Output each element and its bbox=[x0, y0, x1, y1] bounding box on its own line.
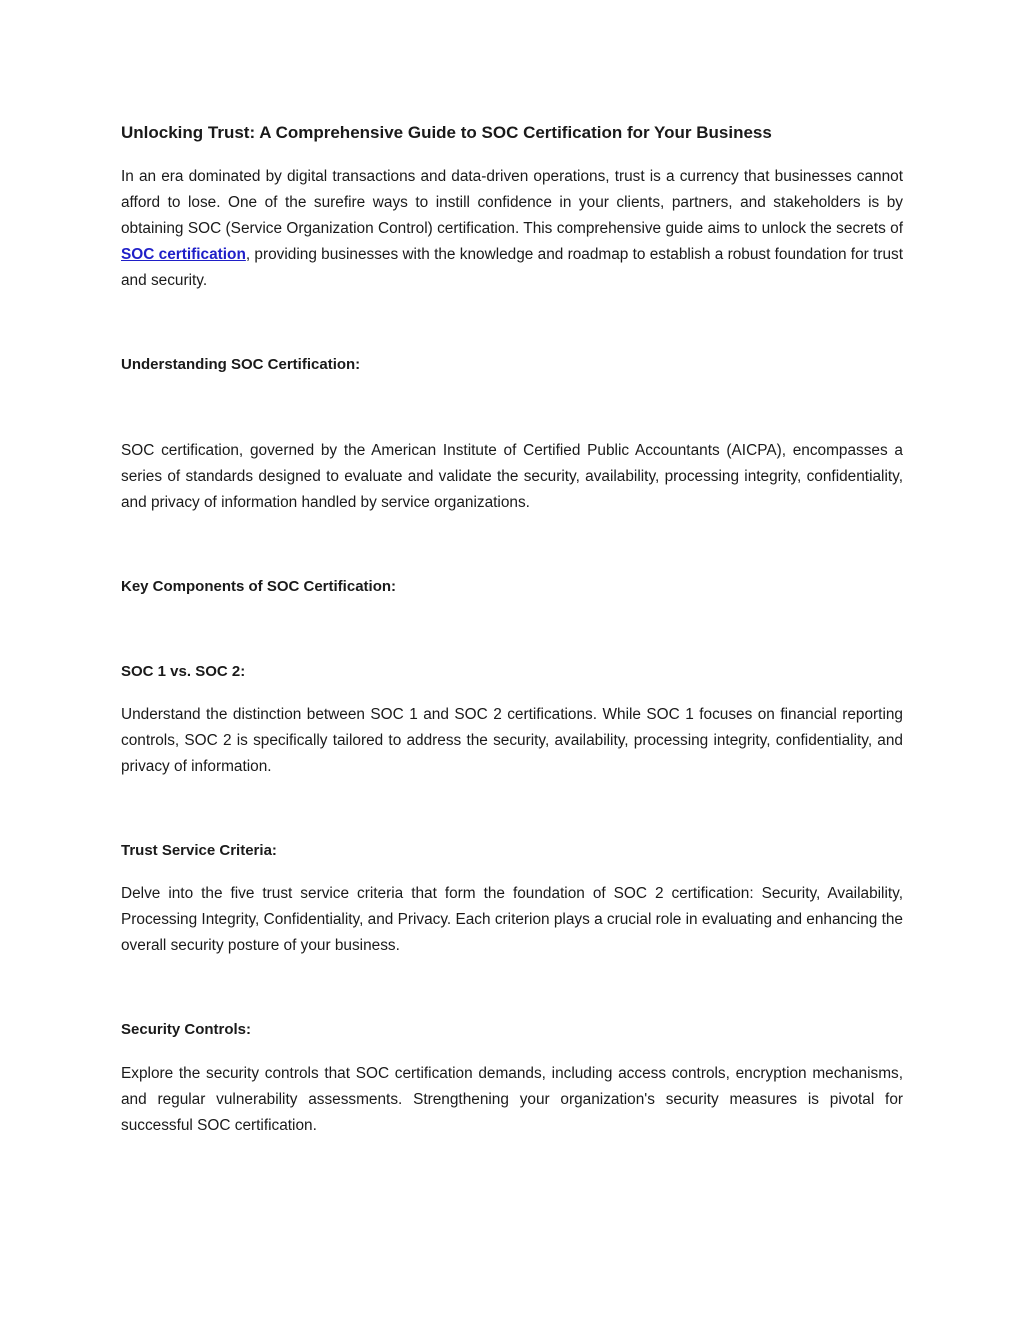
soc1-vs-soc2-paragraph: Understand the distinction between SOC 1 and SOC 2 certifications. While SOC 1 focuses on financial reporting controls, SOC 2 is specifically tailored to address the security, availability, processing integrity, confidentiality, and privacy of information. bbox=[121, 706, 903, 775]
intro-text-after-link: , providing businesses with the knowledge and roadmap to establish a robust foundation for trust and security. bbox=[121, 246, 903, 289]
document-title: Unlocking Trust: A Comprehensive Guide to SOC Certification for Your Business bbox=[121, 123, 772, 142]
heading-security-controls: Security Controls: bbox=[121, 1021, 252, 1038]
heading-key-components: Key Components of SOC Certification: bbox=[121, 578, 397, 595]
heading-understanding-soc: Understanding SOC Certification: bbox=[121, 356, 361, 373]
soc-certification-link[interactable]: SOC certification bbox=[121, 246, 246, 263]
intro-paragraph bbox=[121, 164, 903, 294]
heading-soc1-vs-soc2: SOC 1 vs. SOC 2: bbox=[121, 663, 246, 680]
trust-service-criteria-paragraph: Delve into the five trust service criteria that form the foundation of SOC 2 certification: Security, Availability, Processing Integrity, Confidentiality, and Privacy. Each criterion plays a crucial role in evaluating and enhancing the overall security posture of your business. bbox=[121, 885, 903, 954]
heading-trust-service-criteria: Trust Service Criteria: bbox=[121, 842, 277, 859]
understanding-soc-paragraph: SOC certification, governed by the American Institute of Certified Public Accountants (AICPA), encompasses a series of standards designed to evaluate and validate the security, availability, processing integrity, confidentiality, and privacy of information handled by service organizations. bbox=[121, 442, 903, 511]
intro-text-before-link: In an era dominated by digital transactions and data-driven operations, trust is a currency that businesses cannot afford to lose. One of the surefire ways to instill confidence in your clients, partners, and stakeholders is by obtaining SOC (Service Organization Control) certification. This comprehensive guide aims to unlock the secrets of bbox=[121, 168, 903, 237]
security-controls-paragraph: Explore the security controls that SOC certification demands, including access controls, encryption mechanisms, and regular vulnerability assessments. Strengthening your organization's security measures is pivotal for successful SOC certification. bbox=[121, 1065, 903, 1134]
